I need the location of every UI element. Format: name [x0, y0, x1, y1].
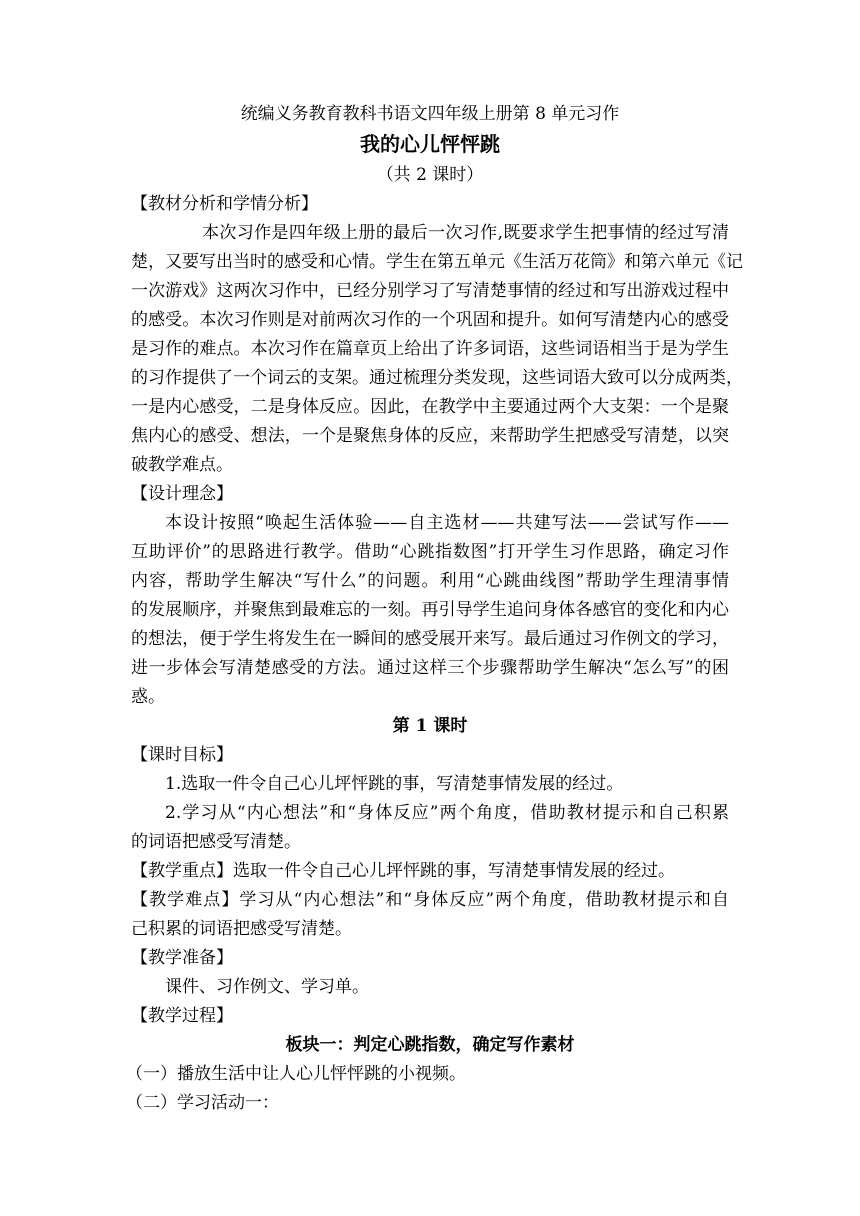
goal-item-continued: 的词语把感受写清楚。 — [131, 832, 301, 852]
analysis-line: 是习作的难点。本次习作在篇章页上给出了许多词语，这些词语相当于是为学生 — [131, 339, 729, 359]
analysis-heading: 【教材分析和学情分析】 — [131, 194, 318, 214]
design-line: 的想法，便于学生将发生在一瞬间的感受展开来写。最后通过习作例文的学习， — [131, 629, 729, 649]
goals-heading: 【课时目标】 — [131, 745, 233, 765]
process-step: （一）播放生活中让人心儿怦怦跳的小视频。 — [126, 1064, 466, 1084]
analysis-line: 破教学难点。 — [131, 455, 233, 475]
goal-item: 1.选取一件令自己心儿坪怦跳的事，写清楚事情发展的经过。 — [165, 774, 624, 794]
design-heading: 【设计理念】 — [131, 484, 233, 504]
lesson-heading: 第 1 课时 — [392, 716, 468, 736]
analysis-line: 一次游戏》这两次习作中，已经分别学习了写清楚事情的经过和写出游戏过程中 — [131, 281, 729, 301]
session-count: （共 2 课时） — [376, 165, 484, 185]
analysis-line: 的感受。本次习作则是对前两次习作的一个巩固和提升。如何写清楚内心的感受 — [131, 310, 729, 330]
analysis-line: 楚，又要写出当时的感受和心情。学生在第五单元《生活万花筒》和第六单元《记 — [131, 252, 743, 272]
design-line: 互助评价”的思路进行教学。借助“心跳指数图”打开学生习作思路，确定习作 — [131, 542, 729, 562]
design-line: 惑。 — [131, 687, 165, 707]
process-step: （二）学习活动一： — [126, 1093, 279, 1113]
page-title: 我的心儿怦怦跳 — [360, 132, 500, 156]
design-line: 的发展顺序，并聚焦到最难忘的一刻。再引导学生追问身体各感官的变化和内心 — [131, 600, 729, 620]
block-title: 板块一：判定心跳指数，确定写作素材 — [285, 1035, 575, 1055]
design-line: 内容，帮助学生解决“写什么”的问题。利用“心跳曲线图”帮助学生理清事情 — [131, 571, 729, 591]
analysis-line: 本次习作是四年级上册的最后一次习作,既要求学生把事情的经过写清 — [202, 223, 729, 243]
goal-item: 2.学习从“内心想法”和“身体反应”两个角度，借助教材提示和自己积累 — [165, 803, 729, 823]
design-line: 进一步体会写清楚感受的方法。通过这样三个步骤帮助学生解决“怎么写”的困 — [131, 658, 729, 678]
analysis-line: 一是内心感受，二是身体反应。因此，在教学中主要通过两个大支架：一个是聚 — [131, 397, 729, 417]
difficulty-line: 己积累的词语把感受写清楚。 — [131, 919, 352, 939]
process-heading: 【教学过程】 — [131, 1006, 233, 1026]
difficulty-line: 【教学难点】学习从“内心想法”和“身体反应”两个角度，借助教材提示和自 — [131, 890, 729, 910]
key-point: 【教学重点】选取一件令自己心儿坪怦跳的事，写清楚事情发展的经过。 — [131, 861, 675, 881]
prep-text: 课件、习作例文、学习单。 — [165, 977, 369, 997]
series-subtitle: 统编义务教育教科书语文四年级上册第 8 单元习作 — [240, 104, 620, 124]
analysis-line: 焦内心的感受、想法，一个是聚焦身体的反应，来帮助学生把感受写清楚，以突 — [131, 426, 729, 446]
prep-heading: 【教学准备】 — [131, 948, 233, 968]
design-line: 本设计按照“唤起生活体验——自主选材——共建写法——尝试写作—— — [165, 513, 729, 533]
analysis-line: 的习作提供了一个词云的支架。通过梳理分类发现，这些词语大致可以分成两类， — [131, 368, 743, 388]
